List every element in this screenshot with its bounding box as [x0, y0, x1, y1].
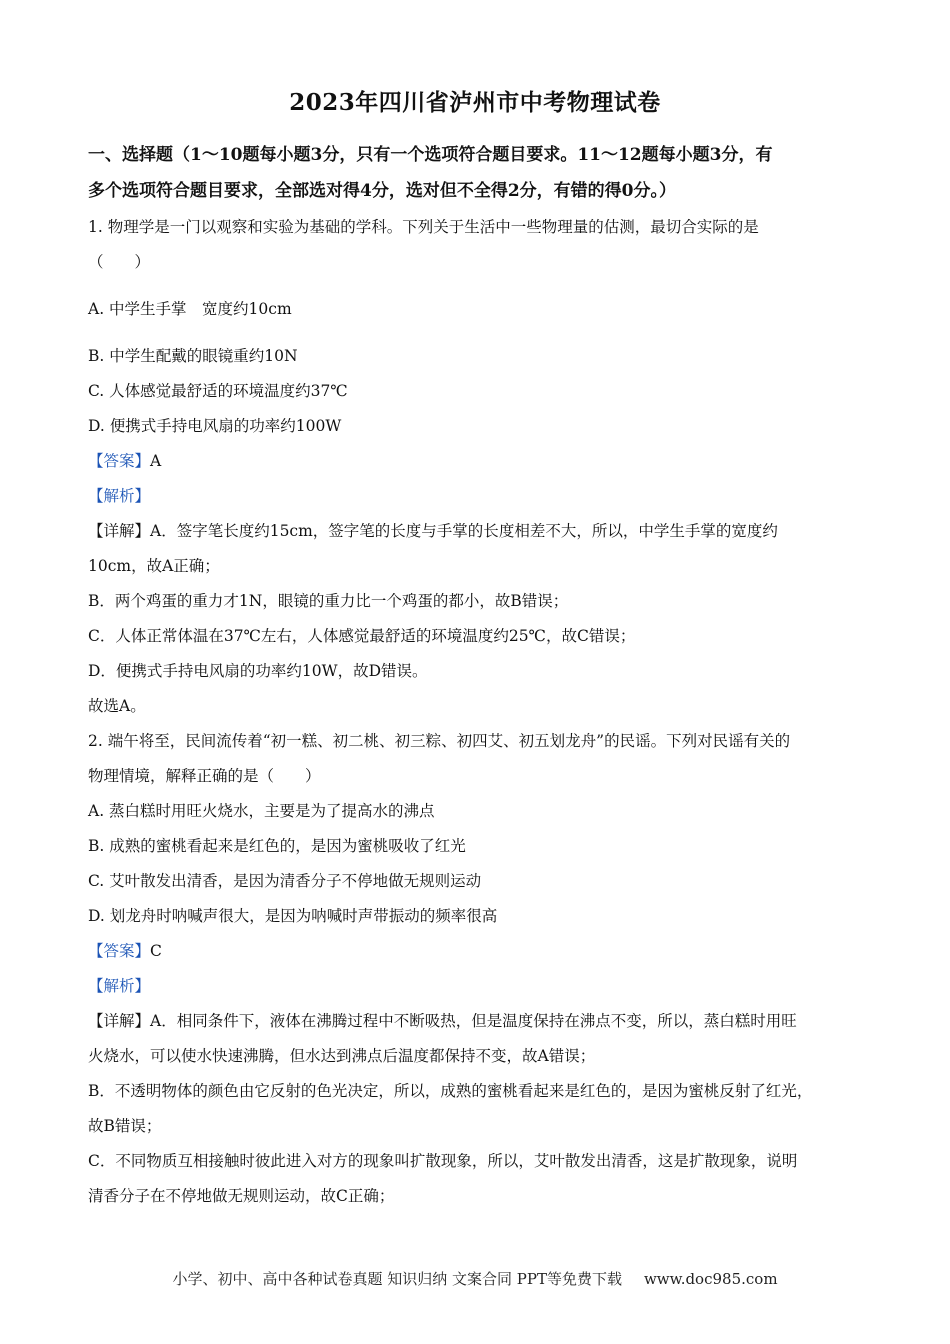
page-footer [0, 1268, 950, 1289]
answer-tag: 【答案】 [88, 942, 151, 960]
question-2-answer [88, 934, 862, 969]
page-title: 2023年四川省泸州市中考物理试卷 [289, 89, 661, 116]
document-body [88, 138, 862, 1214]
question-1-conclusion: 故选A。 [88, 697, 146, 715]
analysis-tag: 【解析】 [88, 487, 151, 505]
detail-text: A．签字笔长度约15cm，签字笔的长度与手掌的长度相差不大，所以，中学生手掌的宽度约 [150, 522, 778, 540]
question-1-detail-3: B．两个鸡蛋的重力才1N，眼镜的重力比一个鸡蛋的都小，故B错误； [88, 592, 569, 610]
question-1-detail-5: D．便携式手持电风扇的功率约10W，故D错误。 [88, 662, 428, 680]
question-2-option-a: A. 蒸白糕时用旺火烧水，主要是为了提高水的沸点 [88, 802, 435, 820]
question-1-stem-paren: （ ） [88, 253, 151, 271]
section-heading-line-1: 一、选择题（1～10题每小题3分，只有一个选项符合题目要求。11～12题每小题3分，有 [88, 145, 773, 165]
footer-url-link[interactable]: www.doc985.com [643, 1270, 778, 1288]
answer-tag: 【答案】 [88, 452, 151, 470]
question-2-detail-6: 清香分子在不停地做无规则运动，故C正确； [88, 1187, 395, 1205]
question-1-detail-4: C．人体正常体温在37℃左右，人体感觉最舒适的环境温度约25℃，故C错误； [88, 627, 636, 645]
analysis-tag: 【解析】 [88, 977, 151, 995]
question-2-detail-2: 火烧水，可以使水快速沸腾，但水达到沸点后温度都保持不变，故A错误； [88, 1047, 596, 1065]
section-heading-line-2: 多个选项符合题目要求，全部选对得4分，选对但不全得2分，有错的得0分。） [88, 181, 676, 201]
question-2-stem-cont: 物理情境，解释正确的是（ ） [88, 767, 321, 785]
question-1-stem: 1. 物理学是一门以观察和实验为基础的学科。下列关于生活中一些物理量的估测，最切合实际的是 [88, 218, 759, 236]
question-1-analysis [88, 479, 862, 514]
answer-value: A [150, 452, 162, 470]
question-2-detail-3: B．不透明物体的颜色由它反射的色光决定，所以，成熟的蜜桃看起来是红色的，是因为蜜桃反射了红光， [88, 1082, 813, 1100]
detail-tag: 【详解】 [88, 1012, 151, 1030]
detail-tag: 【详解】 [88, 522, 151, 540]
answer-value: C [150, 942, 162, 960]
question-1-option-c: C. 人体感觉最舒适的环境温度约37℃ [88, 382, 348, 400]
detail-text: A．相同条件下，液体在沸腾过程中不断吸热，但是温度保持在沸点不变，所以，蒸白糕时用旺 [150, 1012, 797, 1030]
question-2-option-d: D. 划龙舟时呐喊声很大，是因为呐喊时声带振动的频率很高 [88, 907, 498, 925]
question-2-detail-1 [88, 1004, 862, 1039]
question-2 [88, 724, 862, 1214]
question-1-detail-2: 10cm，故A正确； [88, 557, 220, 575]
question-1-option-a: A. 中学生手掌 宽度约10cm [88, 300, 292, 318]
question-2-detail-4: 故B错误； [88, 1117, 162, 1135]
question-1-answer [88, 444, 862, 479]
question-2-analysis [88, 969, 862, 1004]
question-2-detail-5: C．不同物质互相接触时彼此进入对方的现象叫扩散现象，所以，艾叶散发出清香，这是扩散现象，说明 [88, 1152, 798, 1170]
question-1-option-d: D. 便携式手持电风扇的功率约100W [88, 417, 342, 435]
question-1-detail-1 [88, 514, 862, 549]
question-2-stem: 2. 端午将至，民间流传着“初一糕、初二桃、初三粽、初四艾、初五划龙舟”的民谣。下列对民谣有关的 [88, 732, 791, 750]
question-2-option-c: C. 艾叶散发出清香，是因为清香分子不停地做无规则运动 [88, 872, 482, 890]
question-1-option-b: B. 中学生配戴的眼镜重约10N [88, 347, 298, 365]
question-1 [88, 210, 862, 724]
question-2-option-b: B. 成熟的蜜桃看起来是红色的，是因为蜜桃吸收了红光 [88, 837, 466, 855]
footer-text: 小学、初中、高中各种试卷真题 知识归纳 文案合同 PPT等免费下载 [172, 1270, 622, 1288]
